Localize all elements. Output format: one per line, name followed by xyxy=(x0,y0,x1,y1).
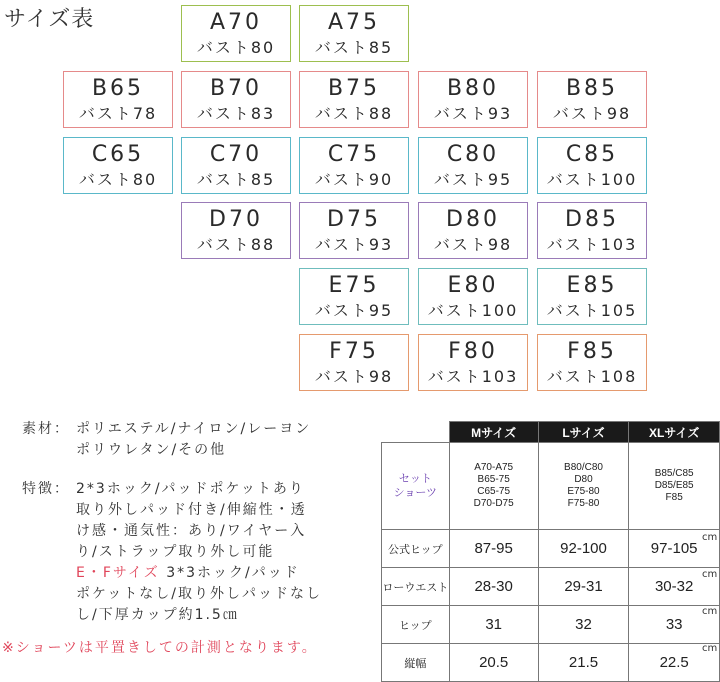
table-cell: 28-30 xyxy=(449,568,538,606)
material-section xyxy=(22,419,311,461)
features-text: け感・通気性：あり/ワイヤー入 xyxy=(76,523,307,539)
size-label: F75 xyxy=(329,339,379,364)
size-label: C65 xyxy=(91,142,145,167)
table-cell: 97-105 xyxy=(629,530,720,568)
size-label: B65 xyxy=(91,76,145,101)
size-box-d85 xyxy=(537,202,647,259)
size-label: A75 xyxy=(327,10,381,35)
bust-label: バスト93 xyxy=(433,104,513,123)
features-section xyxy=(22,479,322,626)
set-size: F85 xyxy=(665,492,683,503)
set-m-cell xyxy=(449,443,538,530)
size-box-c85 xyxy=(537,137,647,194)
size-box-e85 xyxy=(537,268,647,325)
set-size: A70-A75 xyxy=(474,462,514,473)
size-box-a70 xyxy=(181,5,291,62)
table-cell: 31 xyxy=(449,606,538,644)
features-label: 特徴： xyxy=(22,481,70,497)
unit-label: cm xyxy=(702,569,718,580)
size-label: B80 xyxy=(446,76,500,101)
size-box-b80 xyxy=(418,71,528,128)
bust-label: バスト88 xyxy=(196,235,276,254)
size-label: B70 xyxy=(209,76,263,101)
table-cell: 32 xyxy=(538,606,629,644)
header-xl: XLサイズ xyxy=(629,422,720,443)
shorts-size-table xyxy=(381,421,720,682)
bust-label: バスト103 xyxy=(546,235,638,254)
unit-label: cm xyxy=(702,643,718,654)
shorts-note: ※ショーツは平置きしての計測となります。 xyxy=(2,640,318,656)
size-label: D85 xyxy=(565,207,619,232)
material-label: 素材： xyxy=(22,421,70,437)
set-size: B65-75 xyxy=(477,474,510,485)
features-text: 2*3ホック/パッドポケットあり xyxy=(76,481,305,497)
table-cell: 21.5 xyxy=(538,644,629,682)
row-label: ヒップ xyxy=(382,606,450,644)
size-box-f80 xyxy=(418,334,528,391)
set-l-cell xyxy=(538,443,629,530)
size-box-e75 xyxy=(299,268,409,325)
size-label: B75 xyxy=(327,76,381,101)
size-box-c75 xyxy=(299,137,409,194)
size-label: E75 xyxy=(328,273,380,298)
row-label: 縦幅 xyxy=(382,644,450,682)
size-label: E80 xyxy=(447,273,499,298)
header-l: Lサイズ xyxy=(538,422,629,443)
size-label: D80 xyxy=(446,207,500,232)
size-label: D75 xyxy=(327,207,381,232)
table-cell: 92-100 xyxy=(538,530,629,568)
size-box-d75 xyxy=(299,202,409,259)
material-text: ポリウレタン/その他 xyxy=(76,442,227,458)
bust-label: バスト90 xyxy=(314,170,394,189)
size-label: C70 xyxy=(209,142,263,167)
features-text: 取り外しパッド付き/伸縮性・透 xyxy=(76,502,307,518)
bust-label: バスト93 xyxy=(314,235,394,254)
size-box-e80 xyxy=(418,268,528,325)
bust-label: バスト98 xyxy=(552,104,632,123)
table-cell: 87-95 xyxy=(449,530,538,568)
size-box-a75 xyxy=(299,5,409,62)
bust-label: バスト85 xyxy=(314,38,394,57)
bust-label: バスト105 xyxy=(546,301,638,320)
table-cell: 30-32 xyxy=(629,568,720,606)
set-label: セット xyxy=(398,473,432,485)
unit-label: cm xyxy=(702,606,718,617)
features-text: ポケットなし/取り外しパッドなし xyxy=(76,586,323,602)
size-box-c80 xyxy=(418,137,528,194)
set-size: D80 xyxy=(574,474,593,485)
set-size: C65-75 xyxy=(477,486,511,497)
unit-label: cm xyxy=(702,532,718,543)
set-size: E75-80 xyxy=(567,486,600,497)
row-label: ローウエスト xyxy=(382,568,450,606)
table-row xyxy=(382,568,720,606)
size-label: C85 xyxy=(565,142,619,167)
table-row xyxy=(382,606,720,644)
bust-label: バスト95 xyxy=(433,170,513,189)
size-label: E85 xyxy=(566,273,618,298)
size-label: B85 xyxy=(565,76,619,101)
bust-label: バスト80 xyxy=(78,170,158,189)
size-box-f85 xyxy=(537,334,647,391)
bust-label: バスト80 xyxy=(196,38,276,57)
features-text: り/ストラップ取り外し可能 xyxy=(76,544,275,560)
bust-label: バスト98 xyxy=(314,367,394,386)
size-label: F80 xyxy=(448,339,498,364)
set-size: B85/C85 xyxy=(654,468,694,479)
size-box-f75 xyxy=(299,334,409,391)
table-cell: 22.5 xyxy=(629,644,720,682)
page-title: サイズ表 xyxy=(4,7,95,32)
bust-label: バスト83 xyxy=(196,104,276,123)
bust-label: バスト98 xyxy=(433,235,513,254)
set-shorts-label xyxy=(382,443,450,530)
size-label: A70 xyxy=(209,10,263,35)
size-box-b65 xyxy=(63,71,173,128)
features-text: 3*3ホック/パッド xyxy=(159,565,300,581)
size-box-b85 xyxy=(537,71,647,128)
size-box-c65 xyxy=(63,137,173,194)
size-label: C75 xyxy=(327,142,381,167)
bust-label: バスト100 xyxy=(427,301,519,320)
set-size: D85/E85 xyxy=(654,480,694,491)
bust-label: バスト103 xyxy=(427,367,519,386)
table-corner xyxy=(382,422,450,443)
bust-label: バスト78 xyxy=(78,104,158,123)
table-row xyxy=(382,443,720,530)
features-accent: E・Fサイズ xyxy=(76,565,160,581)
set-xl-cell xyxy=(629,443,720,530)
table-row xyxy=(382,530,720,568)
size-box-d70 xyxy=(181,202,291,259)
material-text: ポリエステル/ナイロン/レーヨン xyxy=(76,421,312,437)
header-m: Mサイズ xyxy=(449,422,538,443)
bust-label: バスト85 xyxy=(196,170,276,189)
features-text: し/下厚カップ約1.5㎝ xyxy=(76,607,239,623)
size-box-b75 xyxy=(299,71,409,128)
size-box-d80 xyxy=(418,202,528,259)
table-cell: 29-31 xyxy=(538,568,629,606)
bust-label: バスト88 xyxy=(314,104,394,123)
set-size: D70-D75 xyxy=(473,498,514,509)
row-label: 公式ヒップ xyxy=(382,530,450,568)
size-label: C80 xyxy=(446,142,500,167)
bust-label: バスト95 xyxy=(314,301,394,320)
set-size: B80/C80 xyxy=(564,462,603,473)
table-row xyxy=(382,644,720,682)
bust-label: バスト108 xyxy=(546,367,638,386)
table-cell: 33 xyxy=(629,606,720,644)
set-size: F75-80 xyxy=(567,498,600,509)
bust-label: バスト100 xyxy=(546,170,638,189)
size-box-c70 xyxy=(181,137,291,194)
shorts-label: ショーツ xyxy=(393,487,437,499)
size-label: D70 xyxy=(209,207,263,232)
table-cell: 20.5 xyxy=(449,644,538,682)
size-label: F85 xyxy=(567,339,617,364)
size-box-b70 xyxy=(181,71,291,128)
